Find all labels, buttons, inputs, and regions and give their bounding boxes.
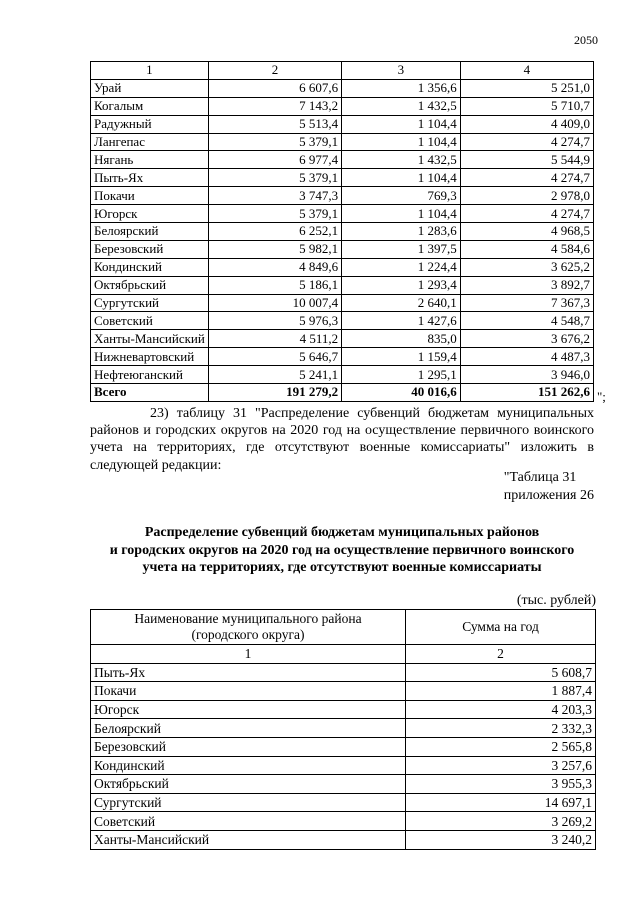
amount-cell: 4 409,0 (460, 115, 593, 133)
municipality-name: Когалым (91, 97, 209, 115)
total-amount: 151 262,6 (460, 384, 593, 402)
table-row (91, 330, 594, 348)
amendment-text: 23) таблицу 31 "Распределение субвенций бюджетам муниципальных районов и городских округов на 2020 год на осуществление первичного воинского учета на территориях, где отсутствуют военные комиссариаты" изложить в следующей редакции: (90, 406, 594, 473)
municipality-name: Югорск (91, 700, 406, 719)
amount-cell: 3 625,2 (460, 258, 593, 276)
amount-cell: 1 293,4 (342, 276, 461, 294)
amount-cell: 1 295,1 (342, 366, 461, 384)
amount-cell: 4 548,7 (460, 312, 593, 330)
municipality-name: Нефтеюганский (91, 366, 209, 384)
amount-cell: 5 976,3 (208, 312, 341, 330)
table-title-line: и городских округов на 2020 год на осуществление первичного воинского (109, 542, 575, 558)
table-row (91, 737, 596, 756)
total-label: Всего (91, 384, 209, 402)
page-number: 2050 (574, 33, 598, 47)
column-number: 1 (91, 62, 209, 80)
table-row (91, 133, 594, 151)
table-caption (504, 469, 594, 504)
table-caption-number: "Таблица 31 (503, 470, 577, 485)
subvention-table-continued (90, 61, 594, 402)
column-number: 1 (91, 645, 406, 664)
amount-cell: 1 159,4 (342, 348, 461, 366)
amount-cell: 2 565,8 (406, 737, 596, 756)
amount-cell: 4 274,7 (460, 205, 593, 223)
amount-cell: 1 432,5 (342, 151, 461, 169)
municipality-name: Радужный (91, 115, 209, 133)
amount-cell: 5 186,1 (208, 276, 341, 294)
table-row (91, 115, 594, 133)
amount-cell: 5 982,1 (208, 240, 341, 258)
municipality-name: Советский (91, 312, 209, 330)
table-row (91, 240, 594, 258)
amount-cell: 5 241,1 (208, 366, 341, 384)
table-row (91, 223, 594, 241)
amount-cell: 5 710,7 (460, 97, 593, 115)
amount-cell: 1 356,6 (342, 79, 461, 97)
column-number: 2 (208, 62, 341, 80)
amount-cell: 5 608,7 (406, 663, 596, 682)
column-number: 2 (406, 645, 596, 664)
municipality-name: Кондинский (91, 756, 406, 775)
amount-cell: 2 978,0 (460, 187, 593, 205)
municipality-name: Октябрьский (91, 276, 209, 294)
amount-cell: 4 274,7 (460, 133, 593, 151)
amount-cell: 5 513,4 (208, 115, 341, 133)
amount-cell: 769,3 (342, 187, 461, 205)
header-text: (городского округа) (191, 627, 305, 642)
total-amount: 191 279,2 (208, 384, 341, 402)
municipality-name: Сургутский (91, 793, 406, 812)
amount-cell: 10 007,4 (208, 294, 341, 312)
amount-cell: 4 511,2 (208, 330, 341, 348)
amount-cell: 4 203,3 (406, 700, 596, 719)
table-row (91, 258, 594, 276)
amount-cell: 3 747,3 (208, 187, 341, 205)
municipality-name: Березовский (91, 737, 406, 756)
table-row (91, 663, 596, 682)
amount-cell: 3 955,3 (406, 775, 596, 794)
amount-cell: 1 397,5 (342, 240, 461, 258)
amount-cell: 4 274,7 (460, 169, 593, 187)
municipality-name: Покачи (91, 187, 209, 205)
amount-cell: 6 252,1 (208, 223, 341, 241)
amount-cell: 1 432,5 (342, 97, 461, 115)
municipality-name: Кондинский (91, 258, 209, 276)
table-title (90, 524, 594, 577)
municipality-name: Пыть-Ях (91, 169, 209, 187)
table-row (91, 366, 594, 384)
municipality-name: Нягань (91, 151, 209, 169)
table-header-row (91, 62, 594, 80)
table-row (91, 756, 596, 775)
amount-cell: 3 257,6 (406, 756, 596, 775)
amount-cell: 2 332,3 (406, 719, 596, 738)
amount-cell: 14 697,1 (406, 793, 596, 812)
amount-cell: 2 640,1 (342, 294, 461, 312)
table-row (91, 775, 596, 794)
amount-cell: 7 143,2 (208, 97, 341, 115)
amount-cell: 6 977,4 (208, 151, 341, 169)
amount-cell: 1 104,4 (342, 169, 461, 187)
amount-cell: 3 269,2 (406, 812, 596, 831)
amount-cell: 5 646,7 (208, 348, 341, 366)
subvention-table-31 (90, 609, 596, 850)
table-row (91, 793, 596, 812)
header-amount: Сумма на год (406, 610, 596, 645)
total-amount: 40 016,6 (342, 384, 461, 402)
table-title-line: Распределение субвенций бюджетам муниципальных районов (144, 525, 540, 540)
municipality-name: Октябрьский (91, 775, 406, 794)
amount-cell: 5 544,9 (460, 151, 593, 169)
table-row (91, 348, 594, 366)
table-caption-appendix: приложения 26 (503, 487, 594, 503)
table-row (91, 97, 594, 115)
amount-cell: 5 251,0 (460, 79, 593, 97)
amount-cell: 4 487,3 (460, 348, 593, 366)
table-row (91, 700, 596, 719)
units-label: (тыс. рублей) (516, 593, 596, 608)
table-row (91, 79, 594, 97)
amount-cell: 6 607,6 (208, 79, 341, 97)
municipality-name: Югорск (91, 205, 209, 223)
amount-cell: 835,0 (342, 330, 461, 348)
municipality-name: Сургутский (91, 294, 209, 312)
amount-cell: 4 849,6 (208, 258, 341, 276)
amount-cell: 3 946,0 (460, 366, 593, 384)
table-row (91, 719, 596, 738)
table-header-row (91, 610, 596, 645)
table-total-row (91, 384, 594, 402)
amount-cell: 5 379,1 (208, 169, 341, 187)
municipality-name: Нижневартовский (91, 348, 209, 366)
municipality-name: Покачи (91, 682, 406, 701)
municipality-name: Белоярский (91, 719, 406, 738)
table-row (91, 169, 594, 187)
amount-cell: 1 283,6 (342, 223, 461, 241)
amount-cell: 4 584,6 (460, 240, 593, 258)
municipality-name: Ханты-Мансийский (91, 830, 406, 849)
amount-cell: 7 367,3 (460, 294, 593, 312)
amount-cell: 3 892,7 (460, 276, 593, 294)
column-number: 3 (342, 62, 461, 80)
amendment-paragraph (90, 405, 594, 474)
table-row (91, 294, 594, 312)
amount-cell: 1 104,4 (342, 205, 461, 223)
table-row (91, 205, 594, 223)
table-row (91, 682, 596, 701)
table-row (91, 187, 594, 205)
table-row (91, 812, 596, 831)
table-row (91, 151, 594, 169)
header-text: Наименование муниципального района (134, 611, 362, 626)
amount-cell: 1 427,6 (342, 312, 461, 330)
amount-cell: 3 240,2 (406, 830, 596, 849)
table-title-line: учета на территориях, где отсутствуют военные комиссариаты (142, 560, 542, 575)
closing-quote: "; (597, 389, 606, 404)
amount-cell: 5 379,1 (208, 133, 341, 151)
amount-cell: 1 104,4 (342, 115, 461, 133)
municipality-name: Советский (91, 812, 406, 831)
municipality-name: Ханты-Мансийский (91, 330, 209, 348)
municipality-name: Урай (91, 79, 209, 97)
amount-cell: 1 104,4 (342, 133, 461, 151)
municipality-name: Березовский (91, 240, 209, 258)
column-number: 4 (460, 62, 593, 80)
amount-cell: 1 224,4 (342, 258, 461, 276)
municipality-name: Лангепас (91, 133, 209, 151)
table-row (91, 830, 596, 849)
table-row (91, 312, 594, 330)
municipality-name: Пыть-Ях (91, 663, 406, 682)
amount-cell: 1 887,4 (406, 682, 596, 701)
municipality-name: Белоярский (91, 223, 209, 241)
table-number-row (91, 645, 596, 664)
header-municipality (91, 610, 406, 645)
table-row (91, 276, 594, 294)
amount-cell: 4 968,5 (460, 223, 593, 241)
amount-cell: 5 379,1 (208, 205, 341, 223)
amount-cell: 3 676,2 (460, 330, 593, 348)
